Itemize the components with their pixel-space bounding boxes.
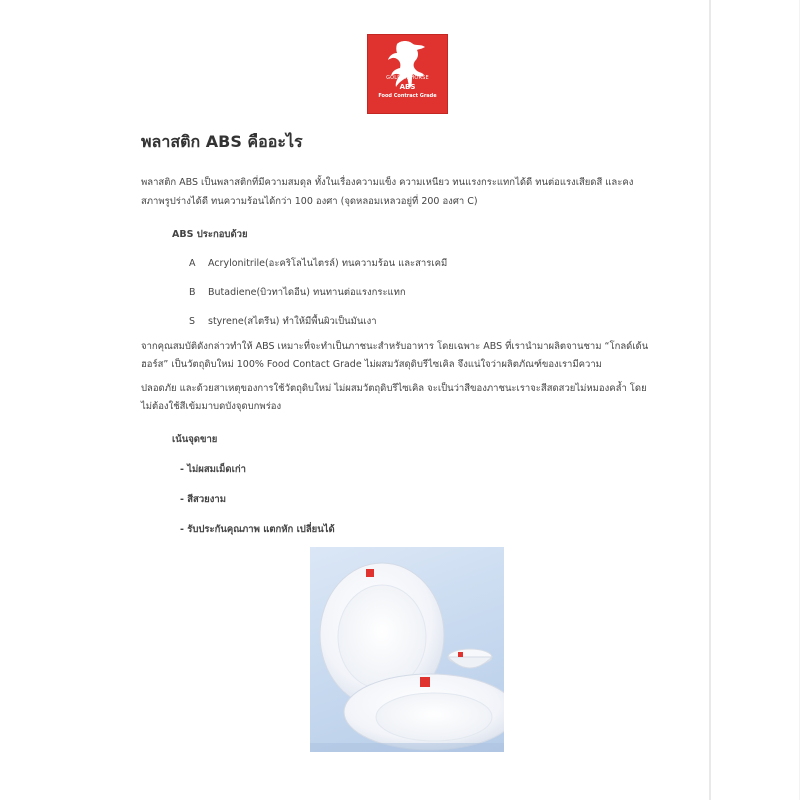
plate-logo-icon xyxy=(366,569,374,577)
page-edge-shadow xyxy=(709,0,711,800)
intro-line: สภาพรูปร่างได้ดี ทนความร้อนได้กว่า 100 องศา (จุดหลอมเหลวอยู่ที่ 200 องศา C) xyxy=(141,196,478,207)
highlight-item: - สีสวยงาม xyxy=(180,494,226,505)
logo-grade: Food Contract Grade xyxy=(378,93,437,99)
logo-brand: GOLDEN HORSE xyxy=(386,75,429,81)
body-paragraph xyxy=(141,338,681,416)
composition-letter: S xyxy=(189,316,196,327)
body-line: จากคุณสมบัติดังกล่าวทำให้ ABS เหมาะที่จะทำเป็นภาชนะสำหรับอาหาร โดยเฉพาะ ABS ที่เรานำมาผลิตจานชาม “โกลด์เด้น xyxy=(141,341,649,352)
page-title: พลาสติก ABS คืออะไร xyxy=(141,132,303,151)
intro-paragraph xyxy=(141,172,681,213)
composition-heading: ABS ประกอบด้วย xyxy=(172,229,248,240)
composition-letter: B xyxy=(189,287,196,298)
body-line: ปลอดภัย และด้วยสาเหตุของการใช้วัตถุดิบใหม่ ไม่ผสมวัตถุดิบรีไซเคิล จะเป็นว่าสีของภาชนะเราจะสีสดสวยไม่หมองคล้ำ โดย xyxy=(141,383,647,394)
highlight-item: - รับประกันคุณภาพ แตกหัก เปลี่ยนได้ xyxy=(180,524,335,535)
logo-abs: ABS xyxy=(399,83,416,91)
body-line: ฮอร์ส” เป็นวัตถุดิบใหม่ 100% Food Contact Grade ไม่ผสมวัสดุดิบรีไซเคิล จึงแน่ใจว่าผลิตภัณฑ์ของเรามีความ xyxy=(141,359,602,370)
horse-icon xyxy=(367,34,448,114)
highlights-heading: เน้นจุดขาย xyxy=(172,434,218,445)
composition-item xyxy=(189,286,406,300)
composition-text: Acrylonitrile(อะคริโลไนไตรล์) ทนความร้อน และสารเคมี xyxy=(208,258,448,269)
highlight-item: - ไม่ผสมเม็ดเก่า xyxy=(180,464,246,475)
composition-letter: A xyxy=(189,258,196,269)
golden-horse-logo xyxy=(367,34,448,114)
composition-item xyxy=(189,257,447,271)
product-photo xyxy=(310,547,504,752)
composition-text: styrene(สไตรีน) ทำให้มีพื้นผิวเป็นมันเงา xyxy=(208,316,377,327)
body-line: ไม่ต้องใช้สีเข้มมาบดบังจุดบกพร่อง xyxy=(141,401,282,412)
composition-text: Butadiene(บิวทาไดอีน) ทนทานต่อแรงกระแทก xyxy=(208,287,406,298)
intro-line: พลาสติก ABS เป็นพลาสติกที่มีความสมดุล ทั้งในเรื่องความแข็ง ความเหนียว ทนแรงกระแทกได้ดี ทนต่อแรงเสียดสี และคง xyxy=(141,177,634,188)
composition-item xyxy=(189,315,377,329)
